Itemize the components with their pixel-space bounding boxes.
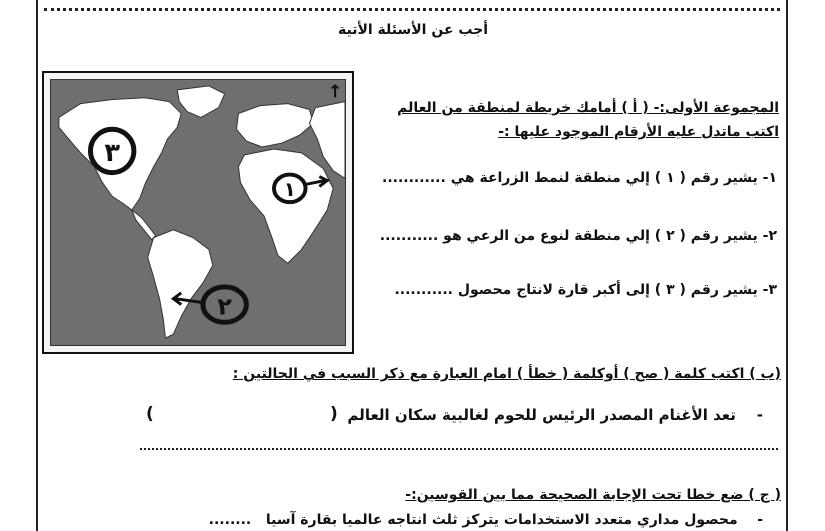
question-3-blank: ........... xyxy=(394,282,453,298)
section-b-title: (ب ) اكتب كلمة ( صح ) أوكلمة ( خطأ ) امام العبارة مع ذكر السبب في الحالتين : xyxy=(232,366,781,382)
question-2-text: ٢- يشير رقم ( ٢ ) إلي منطقة لنوع من الرعي هو xyxy=(443,228,777,244)
south-america xyxy=(148,230,213,338)
question-1 xyxy=(382,170,777,186)
group1-subtitle: اكتب ماتدل عليه الأرقام الموجود عليها :- xyxy=(498,124,779,140)
section-b-answer-line xyxy=(140,448,778,450)
section-c-dash: - xyxy=(757,512,763,528)
marker-2-label: ٢ xyxy=(217,292,232,321)
section-c-statement-row xyxy=(209,512,763,528)
world-map xyxy=(50,79,346,346)
right-margin-line xyxy=(786,0,788,531)
question-2-blank: ........... xyxy=(379,228,439,244)
question-1-text: ١- يشير رقم ( ١ ) إلي منطقة لنمط الزراعة هي xyxy=(450,170,777,186)
instruction-heading: أجب عن الأسئلة الأتية xyxy=(338,22,489,38)
africa xyxy=(238,149,333,263)
section-b-dash: - xyxy=(756,406,763,424)
section-b-statement: تعد الأغنام المصدر الرئيس للحوم لغالبية سكان العالم xyxy=(347,406,736,424)
north-america xyxy=(59,98,181,210)
section-c-blank: ........ xyxy=(208,512,252,528)
europe xyxy=(236,104,313,147)
marker-3-label: ٣ xyxy=(104,137,120,168)
section-c-statement: محصول مداري متعدد الاستخدامات يتركز ثلث انتاجه عالميا بقارة آسيا xyxy=(265,512,738,528)
section-b-statement-row xyxy=(347,406,763,424)
section-b-close-paren: ) xyxy=(146,404,154,424)
central-america xyxy=(132,210,156,240)
question-3-text: ٣- يشير رقم ( ٣ ) إلى أكبر قارة لانتاج محصول xyxy=(457,282,777,298)
world-map-figure xyxy=(42,71,354,354)
top-dotted-separator xyxy=(44,8,780,11)
question-1-blank: ............ xyxy=(382,170,446,186)
group1-title: المجموعة الأولى:- ( أ ) أمامك خريطة لمنطقة من العالم xyxy=(397,100,779,116)
left-margin-line xyxy=(36,0,38,531)
world-map-drawing xyxy=(51,80,345,345)
section-b-open-paren: ( xyxy=(330,404,338,424)
greenland xyxy=(177,86,224,118)
question-2 xyxy=(380,228,777,244)
question-3 xyxy=(394,282,777,298)
marker-1-label: ١ xyxy=(283,178,296,202)
north-arrow-icon: ↑ xyxy=(327,82,343,103)
section-c-title: ( ج ) ضع خطا تحت الإجابة الصحيحة مما بين القوسين:- xyxy=(405,487,781,503)
